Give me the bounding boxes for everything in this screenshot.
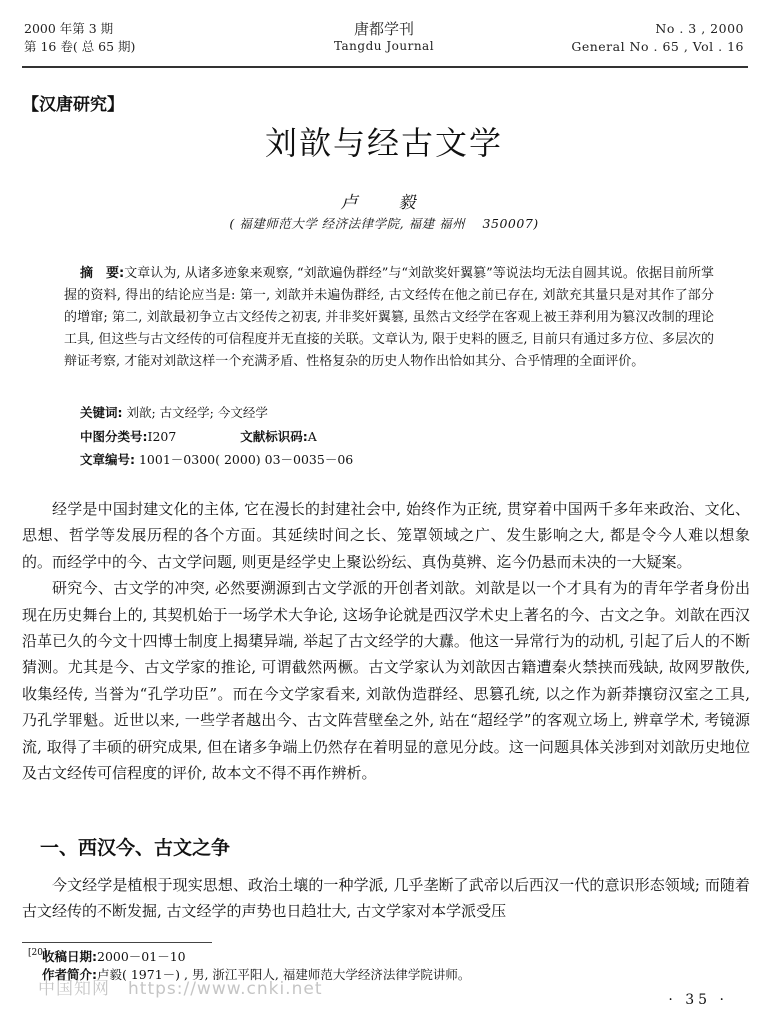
cnki-watermark: 中国知网 https://www.cnki.net <box>38 979 323 999</box>
author-bio-value: 卢毅( 1971－) , 男, 浙江平阳人, 福建师范大学经济法律学院讲师。 <box>97 967 471 982</box>
header-rule <box>22 66 748 68</box>
footnote-mark: [20] <box>28 948 47 958</box>
abstract <box>64 263 714 373</box>
keywords-value: 刘歆; 古文经学; 今文经学 <box>126 405 268 420</box>
body-paragraph-3: 今文经学是植根于现实思想、政治土壤的一种学派, 几乎垄断了武帝以后西汉一代的意识形态领域; 而随着古文经传的不断发掘, 古文经学的声势也日趋壮大, 古文学家对本学派受压 <box>22 876 750 921</box>
abstract-label: 摘 要: <box>80 266 125 281</box>
author-bio-label: 作者简介: <box>42 967 97 982</box>
body-text <box>22 496 750 786</box>
received-label: 收稿日期: <box>42 949 97 964</box>
clc-label: 中图分类号: <box>80 429 148 444</box>
author-name: 卢 毅 <box>340 193 428 213</box>
journal-name-cn: 唐都学刊 <box>353 20 414 38</box>
doc-code-label: 文献标识码: <box>240 429 308 444</box>
article-title: 刘歆与经古文学 <box>264 124 503 162</box>
author-affiliation: ( 福建师范大学 经济法律学院, 福建 福州 350007) <box>229 216 539 231</box>
article-number <box>80 450 353 470</box>
section-tag: 【汉唐研究】 <box>22 95 124 115</box>
issue-number-en: No . 3 , 2000 <box>655 21 744 36</box>
article-number-value: 1001－0300( 2000) 03－0035－06 <box>138 452 354 467</box>
body-paragraph-1: 经学是中国封建文化的主体, 它在漫长的封建社会中, 始终作为正统, 贯穿着中国两千多年来政治、文化、思想、哲学等发展历程的各个方面。其延续时间之长、笼罩领域之广、发生影响之大, 都是令今人难以想象的。而经学中的今、古文学问题, 则更是经学史上聚讼纷纭、真伪莫辨、迄今仍悬而未决的一大疑案。 <box>22 500 750 571</box>
issue-year-number: 2000 年第 3 期 <box>24 21 114 36</box>
doc-code-value: A <box>307 429 317 444</box>
issue-info-en <box>571 20 744 56</box>
body-text-continued <box>22 872 750 925</box>
general-number-en: General No . 65 , Vol . 16 <box>571 39 744 54</box>
page-number: · 35 · <box>668 992 728 1008</box>
received-date <box>42 948 186 966</box>
body-paragraph-2: 研究今、古文学的冲突, 必然要溯源到古文学派的开创者刘歆。刘歆是以一个才具有为的青年学者身份出现在历史舞台上的, 其契机始于一场学术大争论, 这场争论就是西汉学术史上著名的今、古文之争。刘歆在西汉沿革已久的今文十四博士制度上揭橥异端, 举起了古文经学的大纛。他这一异常行为的动机, 引起了后人的不断猜测。尤其是今、古文学家的推论, 可谓截然两橛。古文学家认为刘歆因古籍遭秦火禁挟而残缺, 故网罗散佚, 收集经传, 当誉为“孔学功臣”。而在今文学家看来, 刘歆伪造群经、思篡孔统, 以之作为新莽攘窃汉室之工具, 乃孔学罪魁。近世以来, 一些学者越出今、古文阵营壁垒之外, 站在“超经学”的客观立场上, 辨章学术, 考镜源流, 取得了丰硕的研究成果, 但在诸多争端上仍然存在着明显的意见分歧。这一问题具体关涉到对刘歆历史地位及古文经传可信程度的评价, 故本文不得不再作辨析。 <box>22 579 750 783</box>
keywords-label: 关键词: <box>80 405 123 420</box>
clc-value: I207 <box>147 429 177 444</box>
footnote-rule <box>22 942 212 943</box>
received-value: 2000－01－10 <box>97 949 186 964</box>
abstract-text: 文章认为, 从诸多迹象来观察, “刘歆遍伪群经”与“刘歆奖奸翼篡”等说法均无法自圆其说。依据目前所掌握的资料, 得出的结论应当是: 第一, 刘歆并未遍伪群经, 古文经传在他之前已存在, 刘歆充其量只是对其作了部分的增窜; 第二, 刘歆最初争立古文经传之初衷, 并非奖奸翼篡, 虽然古文经学在客观上被王莽利用为篡汉改制的理论工具, 但这些与古文经传的可信程度并无直接的关联。文章认为, 限于史料的匮乏, 目前只有通过多方位、多层次的辩证考察, 才能对刘歆这样一个充满矛盾、性格复杂的历史人物作出恰如其分、合乎情理的全面评价。 <box>64 266 714 369</box>
keywords <box>80 403 268 423</box>
section-heading: 一、西汉今、古文之争 <box>40 837 231 859</box>
journal-name-en: Tangdu Journal <box>333 39 435 53</box>
volume-info: 第 16 卷( 总 65 期) <box>24 39 136 54</box>
classification <box>80 427 317 447</box>
article-number-label: 文章编号: <box>80 452 135 467</box>
